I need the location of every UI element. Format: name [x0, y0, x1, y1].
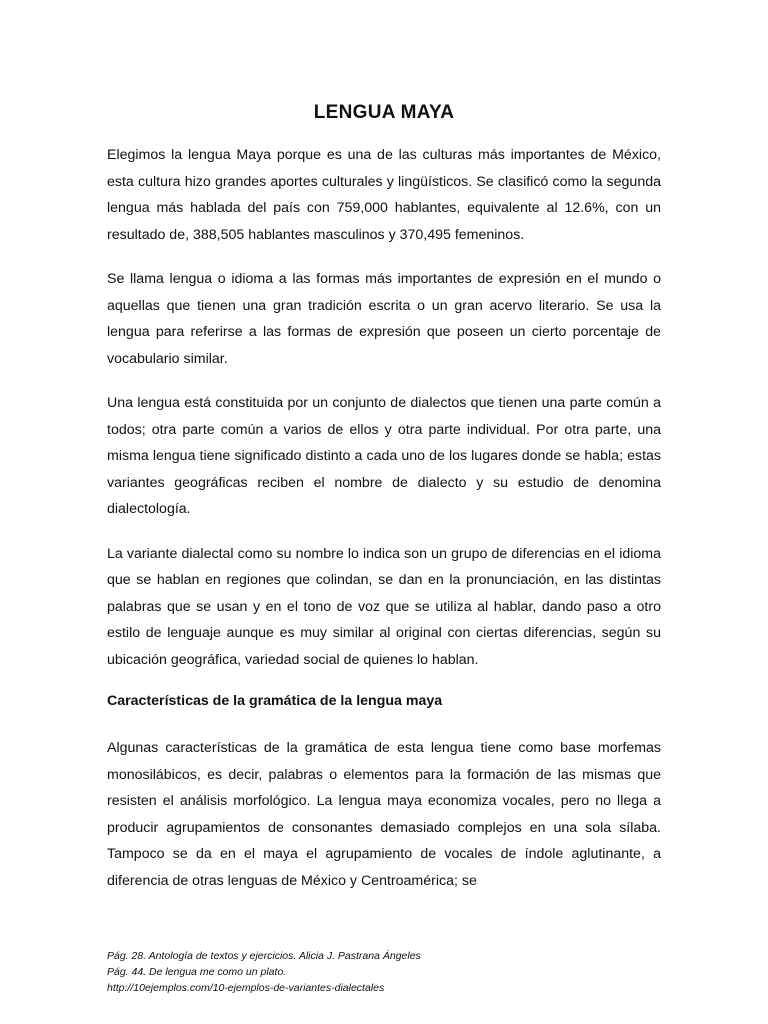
footnote-2: Pág. 44. De lengua me como un plato.: [107, 966, 287, 978]
footnote-1: Pág. 28. Antología de textos y ejercicios. Alicia J. Pastrana Ángeles: [107, 950, 421, 962]
section-heading-gramatica: Características de la gramática de la lengua maya: [107, 693, 443, 709]
document-body: [107, 142, 661, 894]
document-title: LENGUA MAYA: [313, 102, 455, 123]
footnote-3: http://10ejemplos.com/10-ejemplos-de-variantes-dialectales: [107, 982, 385, 994]
paragraph-intro: Elegimos la lengua Maya porque es una de las culturas más importantes de México, esta cultura hizo grandes aportes culturales y lingüísticos. Se clasificó como la segunda lengua más hablada del país con 759,000 hablantes, equivalente al 12.6%, con un resultado de, 388,505 hablantes masculinos y 370,495 femeninos.: [107, 147, 661, 243]
paragraph-dialectos: Una lengua está constituida por un conjunto de dialectos que tienen una parte común a todos; otra parte común a varios de ellos y otra parte individual. Por otra parte, una misma lengua tiene significado distinto a cada uno de los lugares donde se habla; estas variantes geográficas reciben el nombre de dialecto y su estudio de denomina dialectología.: [107, 395, 661, 517]
footnotes: [107, 948, 661, 996]
paragraph-definition-lengua: Se llama lengua o idioma a las formas más importantes de expresión en el mundo o aquellas que tienen una gran tradición escrita o un gran acervo literario. Se usa la lengua para referirse a las formas de expresión que poseen un cierto porcentaje de vocabulario similar.: [107, 271, 661, 367]
paragraph-variante-dialectal: La variante dialectal como su nombre lo indica son un grupo de diferencias en el idioma que se hablan en regiones que colindan, se dan en la pronunciación, en las distintas palabras que se usan y en el tono de voz que se utiliza al hablar, dando paso a otro estilo de lenguaje aunque es muy similar al original con ciertas diferencias, según su ubicación geográfica, variedad social de quienes lo hablan.: [107, 545, 661, 668]
paragraph-gramatica: Algunas características de la gramática de esta lengua tiene como base morfemas monosilábicos, es decir, palabras o elementos para la formación de las mismas que resisten el análisis morfológico. La lengua maya economiza vocales, pero no llega a producir agrupamientos de consonantes demasiado complejos en una sola sílaba. Tampoco se da en el maya el agrupamiento de vocales de índole aglutinante, a diferencia de otras lenguas de México y Centroamérica; se: [107, 740, 661, 889]
